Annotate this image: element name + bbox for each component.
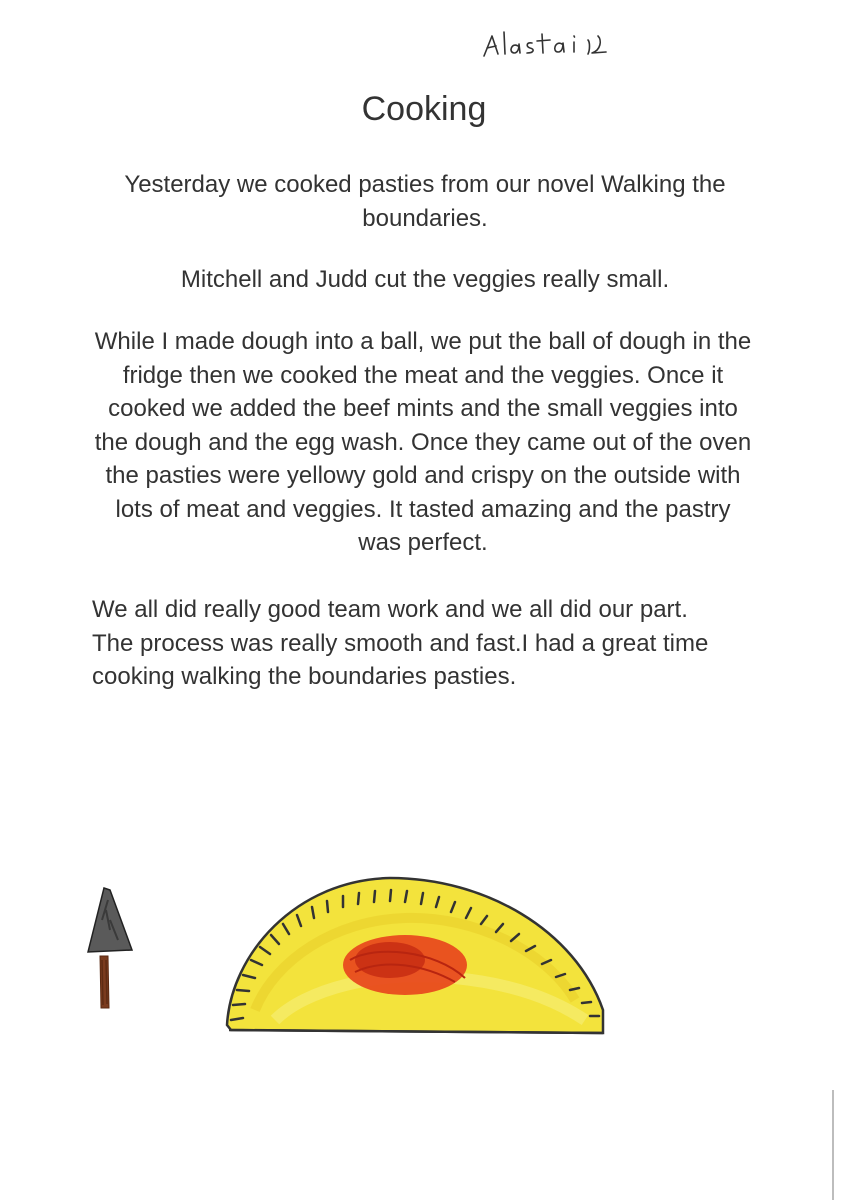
handwritten-signature xyxy=(478,22,628,72)
tree-drawing-icon xyxy=(80,880,140,1020)
paragraph-conclusion: We all did really good team work and we all did our part. The process was really smooth and fast.I had a great time cooking walking the boundaries pasties. xyxy=(92,596,709,690)
pasty-drawing-icon xyxy=(215,860,615,1050)
scan-edge-line xyxy=(832,1090,834,1200)
page-title: Cooking xyxy=(361,90,487,128)
paragraph-intro: Yesterday we cooked pasties from our novel Walking the boundaries. xyxy=(124,171,726,232)
paragraph-process: While I made dough into a ball, we put the ball of dough in the fridge then we cooked the meat and the veggies. Once it cooked we added the beef mints and the small veggies into the dough and the egg wash. Once they came out of the oven the pasties were yellowy gold and crispy on the outside with lots of meat and veggies. It tasted amazing and the pastry was perfect. xyxy=(94,328,752,556)
paragraph-veggies: Mitchell and Judd cut the veggies really small. xyxy=(180,266,670,293)
